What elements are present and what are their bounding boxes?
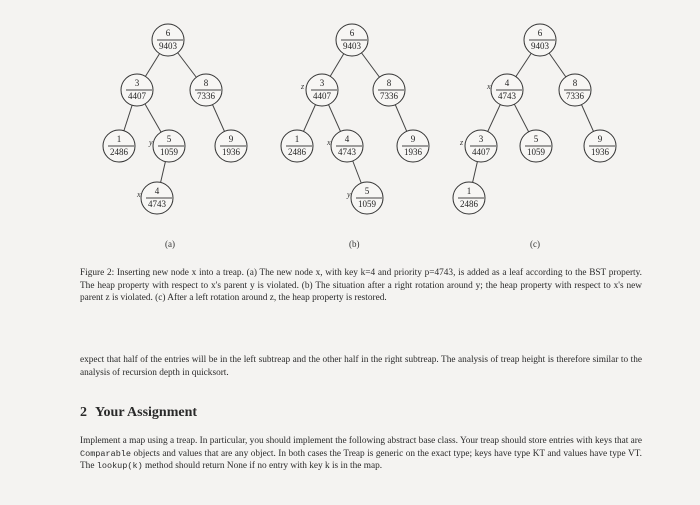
node-key: 5 [533, 134, 539, 144]
node-priority: 1936 [222, 147, 240, 157]
node-key: 5 [364, 186, 370, 196]
node-priority: 4743 [338, 147, 356, 157]
node-variable-label: x [487, 82, 491, 91]
node-priority: 4743 [498, 91, 516, 101]
section-heading [80, 405, 205, 421]
section-title-text: Your Assignment [95, 405, 198, 420]
node-priority: 1936 [404, 147, 422, 157]
node-key: 4 [504, 78, 510, 88]
code-comparable: Comparable [80, 448, 132, 459]
node-priority: 4407 [128, 91, 146, 101]
assignment-text-2: objects and values that are any object. In both cases the Treap is generic on the exact type; keys have type KT and values have type VT. The [80, 448, 642, 471]
node-priority: 4743 [148, 199, 166, 209]
node-priority: 1936 [591, 147, 609, 157]
figure-caption: Figure 2: Inserting new node x into a treap. (a) The new node x, with key k=4 and priority p=4743, is added as a leaf according to the BST property. The heap property with respect to x's parent y is violated. (b) The situation after a right rotation around y; the heap property with respect to x's new parent z is violated. (c) After a left rotation around z, the heap property is restored. [80, 268, 642, 303]
assignment-paragraph [80, 435, 642, 473]
node-priority: 4407 [313, 91, 331, 101]
node-key: 9 [228, 134, 234, 144]
node-priority: 7336 [566, 91, 584, 101]
subfigure-label-b: (b) [349, 239, 360, 249]
node-key: 8 [572, 78, 578, 88]
node-variable-label: x [137, 190, 141, 199]
node-priority: 7336 [380, 91, 398, 101]
node-key: 3 [319, 78, 325, 88]
node-key: 8 [203, 78, 209, 88]
node-key: 8 [386, 78, 392, 88]
assignment-text-3: method should return None if no entry with key k is in the map. [142, 461, 383, 471]
node-priority: 2486 [110, 147, 128, 157]
node-priority: 2486 [288, 147, 306, 157]
node-key: 3 [478, 134, 484, 144]
node-key: 3 [134, 78, 140, 88]
node-key: 9 [597, 134, 603, 144]
body-paragraph: expect that half of the entries will be in the left subtreap and the other half in the right subtreap. The analysis of treap height is therefore similar to the analysis of recursion depth in quicksort. [80, 355, 642, 378]
node-key: 4 [344, 134, 350, 144]
node-key: 5 [166, 134, 172, 144]
node-key: 1 [116, 134, 122, 144]
node-priority: 7336 [197, 91, 215, 101]
node-key: 6 [349, 28, 355, 38]
node-priority: 4407 [472, 147, 490, 157]
treap-b [281, 24, 429, 214]
node-priority: 9403 [343, 41, 361, 51]
node-priority: 1059 [358, 199, 376, 209]
section-number: 2 [80, 405, 87, 420]
node-variable-label: x [327, 138, 331, 147]
treap-a [103, 24, 247, 214]
node-variable-label: y [149, 138, 153, 147]
node-key: 1 [466, 186, 472, 196]
node-key: 6 [537, 28, 543, 38]
treap-c [453, 24, 616, 214]
node-key: 1 [294, 134, 300, 144]
node-key: 4 [154, 186, 160, 196]
code-lookup: lookup(k) [96, 461, 143, 471]
subfigure-label-a: (a) [165, 239, 175, 249]
assignment-text-1: Implement a map using a treap. In particular, you should implement the following abstract base class. Your treap should store entries with keys that are [80, 436, 642, 446]
node-priority: 9403 [159, 41, 177, 51]
node-variable-label: z [301, 82, 305, 91]
node-priority: 2486 [460, 199, 478, 209]
subfigure-label-c: (c) [530, 239, 540, 249]
node-variable-label: z [460, 138, 464, 147]
node-priority: 9403 [531, 41, 549, 51]
node-priority: 1059 [160, 147, 178, 157]
node-priority: 1059 [527, 147, 545, 157]
node-key: 6 [165, 28, 171, 38]
node-key: 9 [410, 134, 416, 144]
node-variable-label: y [347, 190, 351, 199]
